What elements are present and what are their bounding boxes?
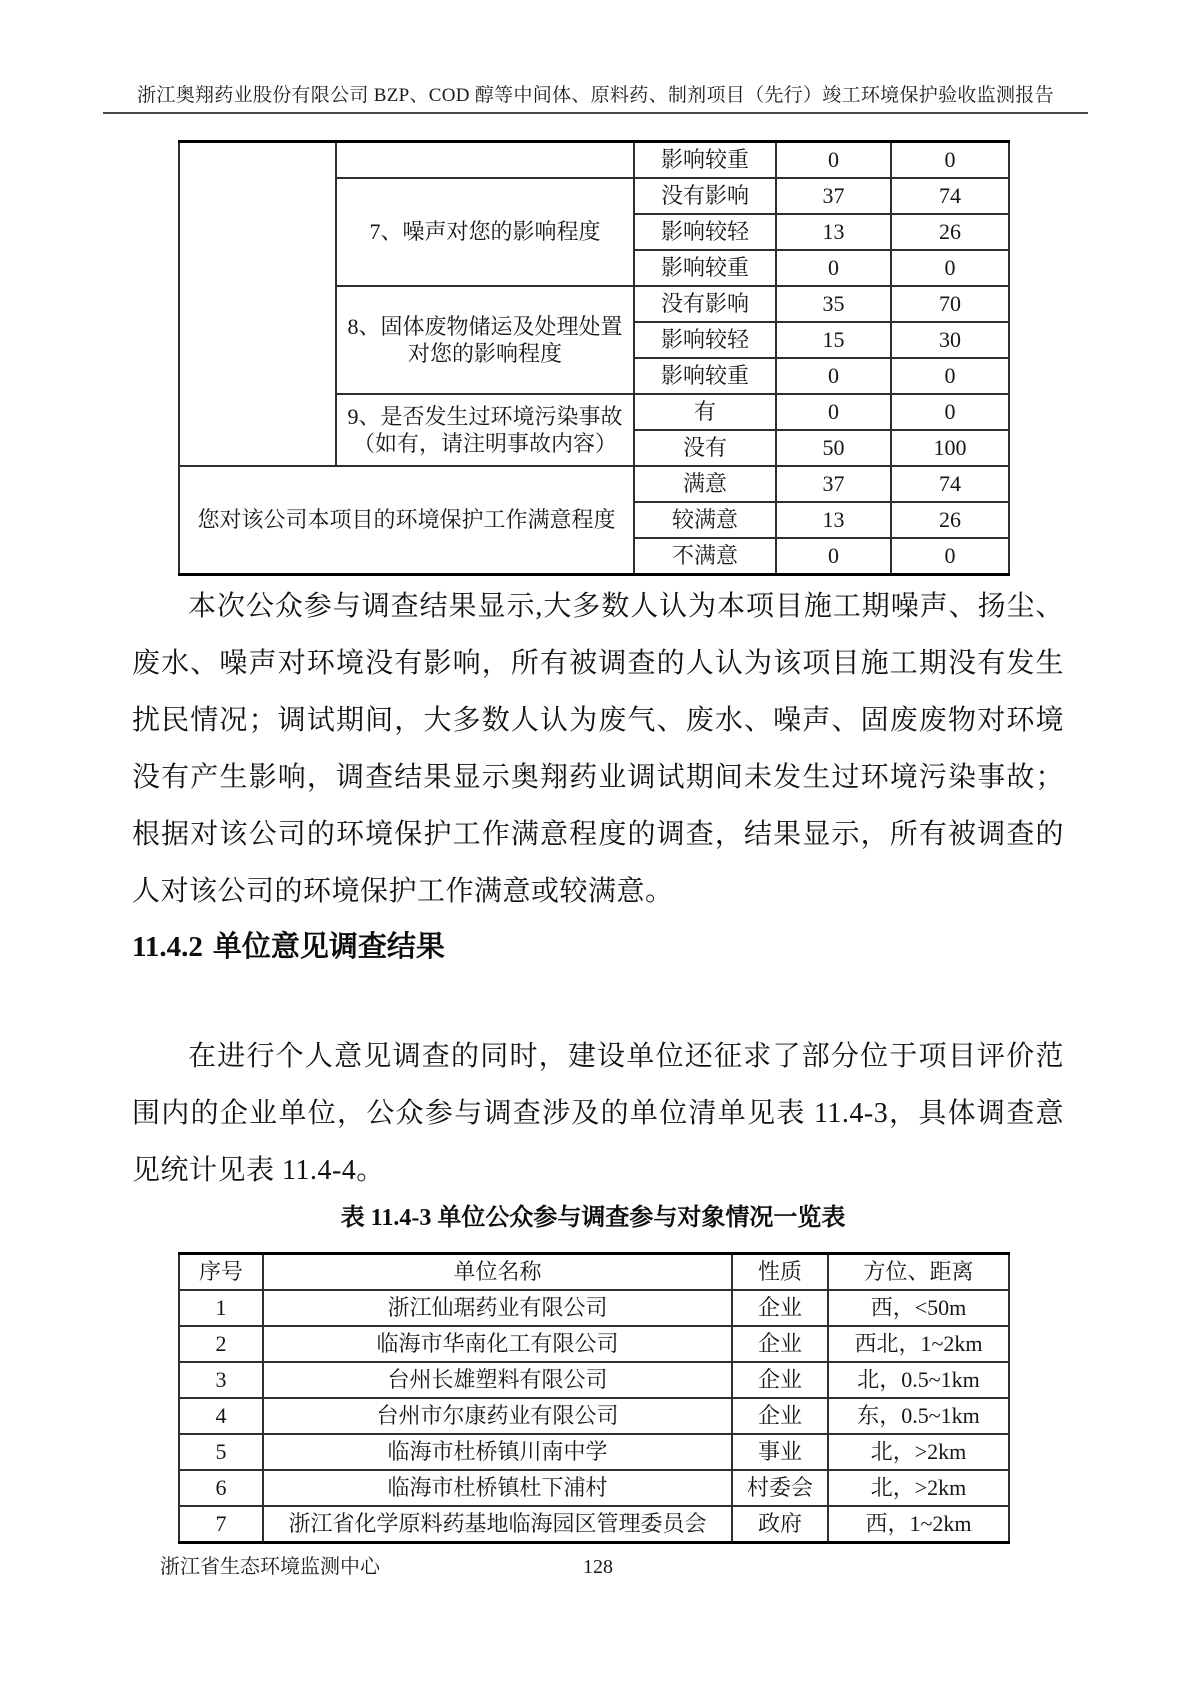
table-row	[179, 1362, 1009, 1398]
percent-cell: 100	[891, 430, 1009, 466]
caption-number: 11.4-3	[370, 1205, 432, 1231]
percent-cell: 0	[891, 538, 1009, 575]
no-cell: 1	[179, 1290, 263, 1326]
type-cell: 企业	[732, 1290, 828, 1326]
direction-cell: 北，0.5~1km	[828, 1362, 1009, 1398]
type-cell: 政府	[732, 1506, 828, 1543]
count-cell: 15	[776, 322, 891, 358]
count-cell: 0	[776, 142, 891, 179]
question-cell: 7、噪声对您的影响程度	[336, 178, 634, 286]
direction-cell: 北，>2km	[828, 1434, 1009, 1470]
count-cell: 13	[776, 502, 891, 538]
option-cell: 没有影响	[634, 286, 776, 322]
table-caption	[178, 1202, 1008, 1234]
name-cell: 浙江省化学原料药基地临海园区管理委员会	[263, 1506, 732, 1543]
name-cell: 临海市华南化工有限公司	[263, 1326, 732, 1362]
page-header-title: 浙江奥翔药业股份有限公司 BZP、COD 醇等中间体、原料药、制剂项目（先行）竣工环境保护验收监测报告	[103, 84, 1088, 114]
caption-title: 单位公众参与调查参与对象情况一览表	[437, 1204, 846, 1231]
percent-cell: 26	[891, 502, 1009, 538]
count-cell: 35	[776, 286, 891, 322]
type-cell: 企业	[732, 1326, 828, 1362]
count-cell: 37	[776, 178, 891, 214]
direction-cell: 北，>2km	[828, 1470, 1009, 1506]
header-cell-direction: 方位、距离	[828, 1254, 1009, 1291]
option-cell: 不满意	[634, 538, 776, 575]
table-row	[179, 1470, 1009, 1506]
percent-cell: 70	[891, 286, 1009, 322]
option-cell: 有	[634, 394, 776, 430]
table-row	[179, 466, 1009, 502]
no-cell: 6	[179, 1470, 263, 1506]
section-number: 11.4.2	[132, 931, 203, 963]
percent-cell: 30	[891, 322, 1009, 358]
percent-cell: 74	[891, 178, 1009, 214]
section-title: 单位意见调查结果	[212, 931, 445, 963]
no-cell: 3	[179, 1362, 263, 1398]
percent-cell: 0	[891, 250, 1009, 286]
header-cell-type: 性质	[732, 1254, 828, 1291]
type-cell: 事业	[732, 1434, 828, 1470]
paragraph-survey-conclusion: 本次公众参与调查结果显示,大多数人认为本项目施工期噪声、扬尘、废水、噪声对环境没有影响，所有被调查的人认为该项目施工期没有发生扰民情况；调试期间，大多数人认为废气、废水、噪声、固废废物对环境没有产生影响，调查结果显示奥翔药业调试期间未发生过环境污染事故；根据对该公司的环境保护工作满意程度的调查，结果显示，所有被调查的人对该公司的环境保护工作满意或较满意。	[132, 591, 1064, 907]
count-cell: 13	[776, 214, 891, 250]
name-cell: 台州市尔康药业有限公司	[263, 1398, 732, 1434]
left-spanner-cell	[179, 142, 336, 467]
table-row	[179, 1398, 1009, 1434]
type-cell: 企业	[732, 1398, 828, 1434]
caption-prefix: 表	[340, 1204, 365, 1231]
count-cell: 50	[776, 430, 891, 466]
percent-cell: 0	[891, 142, 1009, 179]
percent-cell: 74	[891, 466, 1009, 502]
type-cell: 企业	[732, 1362, 828, 1398]
direction-cell: 西北，1~2km	[828, 1326, 1009, 1362]
percent-cell: 0	[891, 358, 1009, 394]
name-cell: 临海市杜桥镇川南中学	[263, 1434, 732, 1470]
question-cell-continued	[336, 142, 634, 179]
no-cell: 7	[179, 1506, 263, 1543]
option-cell: 影响较重	[634, 358, 776, 394]
header-cell-no: 序号	[179, 1254, 263, 1291]
percent-cell: 26	[891, 214, 1009, 250]
no-cell: 4	[179, 1398, 263, 1434]
table-row	[179, 142, 1009, 179]
name-cell: 临海市杜桥镇杜下浦村	[263, 1470, 732, 1506]
option-cell: 满意	[634, 466, 776, 502]
option-cell: 影响较重	[634, 250, 776, 286]
percent-cell: 0	[891, 394, 1009, 430]
direction-cell: 东，0.5~1km	[828, 1398, 1009, 1434]
option-cell: 没有	[634, 430, 776, 466]
footer-organization: 浙江省生态环境监测中心	[160, 1556, 380, 1578]
table-header-row	[179, 1254, 1009, 1291]
units-table	[178, 1252, 1010, 1544]
header-cell-name: 单位名称	[263, 1254, 732, 1291]
footer-page-number: 128	[583, 1556, 613, 1578]
question-cell: 9、是否发生过环境污染事故（如有，请注明事故内容）	[336, 394, 634, 466]
option-cell: 没有影响	[634, 178, 776, 214]
option-cell: 影响较轻	[634, 322, 776, 358]
survey-results-table	[178, 140, 1010, 576]
count-cell: 0	[776, 394, 891, 430]
name-cell: 浙江仙琚药业有限公司	[263, 1290, 732, 1326]
no-cell: 5	[179, 1434, 263, 1470]
section-heading	[132, 926, 1064, 968]
name-cell: 台州长雄塑料有限公司	[263, 1362, 732, 1398]
table-row	[179, 1506, 1009, 1543]
question-cell: 8、固体废物储运及处理处置对您的影响程度	[336, 286, 634, 394]
satisfaction-label-cell: 您对该公司本项目的环境保护工作满意程度	[179, 466, 634, 575]
option-cell: 影响较轻	[634, 214, 776, 250]
direction-cell: 西，1~2km	[828, 1506, 1009, 1543]
no-cell: 2	[179, 1326, 263, 1362]
count-cell: 37	[776, 466, 891, 502]
option-cell: 较满意	[634, 502, 776, 538]
count-cell: 0	[776, 358, 891, 394]
count-cell: 0	[776, 538, 891, 575]
type-cell: 村委会	[732, 1470, 828, 1506]
count-cell: 0	[776, 250, 891, 286]
table-row	[179, 1326, 1009, 1362]
paragraph-unit-survey-intro: 在进行个人意见调查的同时，建设单位还征求了部分位于项目评价范围内的企业单位，公众参与调查涉及的单位清单见表 11.4-3，具体调查意见统计见表 11.4-4。	[132, 1041, 1064, 1186]
direction-cell: 西，<50m	[828, 1290, 1009, 1326]
table-row	[179, 1434, 1009, 1470]
table-row	[179, 1290, 1009, 1326]
page-footer	[0, 1552, 1190, 1582]
option-cell: 影响较重	[634, 142, 776, 179]
